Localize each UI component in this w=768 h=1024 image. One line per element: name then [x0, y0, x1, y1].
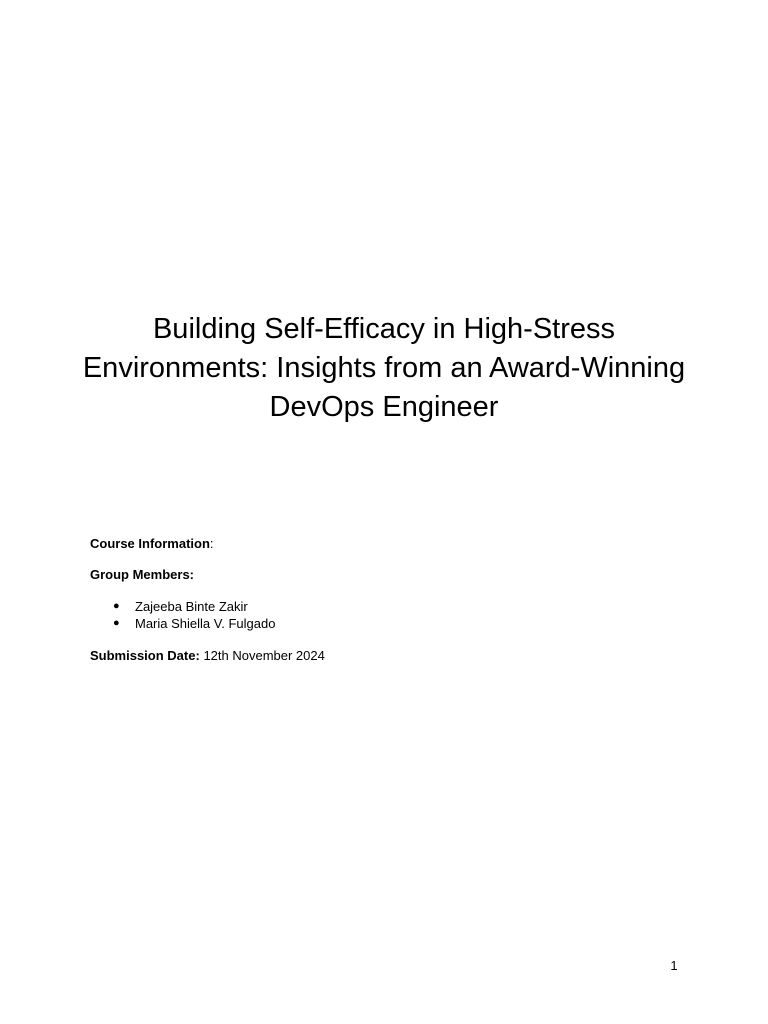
bullet-icon: ● [113, 600, 120, 612]
group-members-label: Group Members: [90, 567, 195, 582]
course-information-label: Course Information [90, 536, 210, 551]
list-item [90, 615, 690, 632]
submission-date-line [90, 648, 690, 664]
list-item [90, 598, 690, 615]
document-title: Building Self-Efficacy in High-Stress Environments: Insights from an Award-Winning DevOps Engineer [82, 313, 686, 423]
page-number: 1 [670, 958, 678, 973]
course-information-colon: : [209, 536, 214, 551]
bullet-icon: ● [113, 617, 120, 629]
group-members-list [90, 598, 690, 632]
submission-date-colon: : [195, 648, 200, 663]
group-member-name: Maria Shiella V. Fulgado [135, 616, 276, 631]
course-information-line [90, 536, 690, 552]
group-members-line [90, 567, 690, 583]
document-info-block [90, 536, 690, 664]
submission-date-value: 12th November 2024 [203, 648, 325, 663]
submission-date-label [90, 648, 200, 663]
group-member-name: Zajeeba Binte Zakir [135, 599, 248, 614]
submission-date-label-text: Submission Date [90, 648, 196, 663]
